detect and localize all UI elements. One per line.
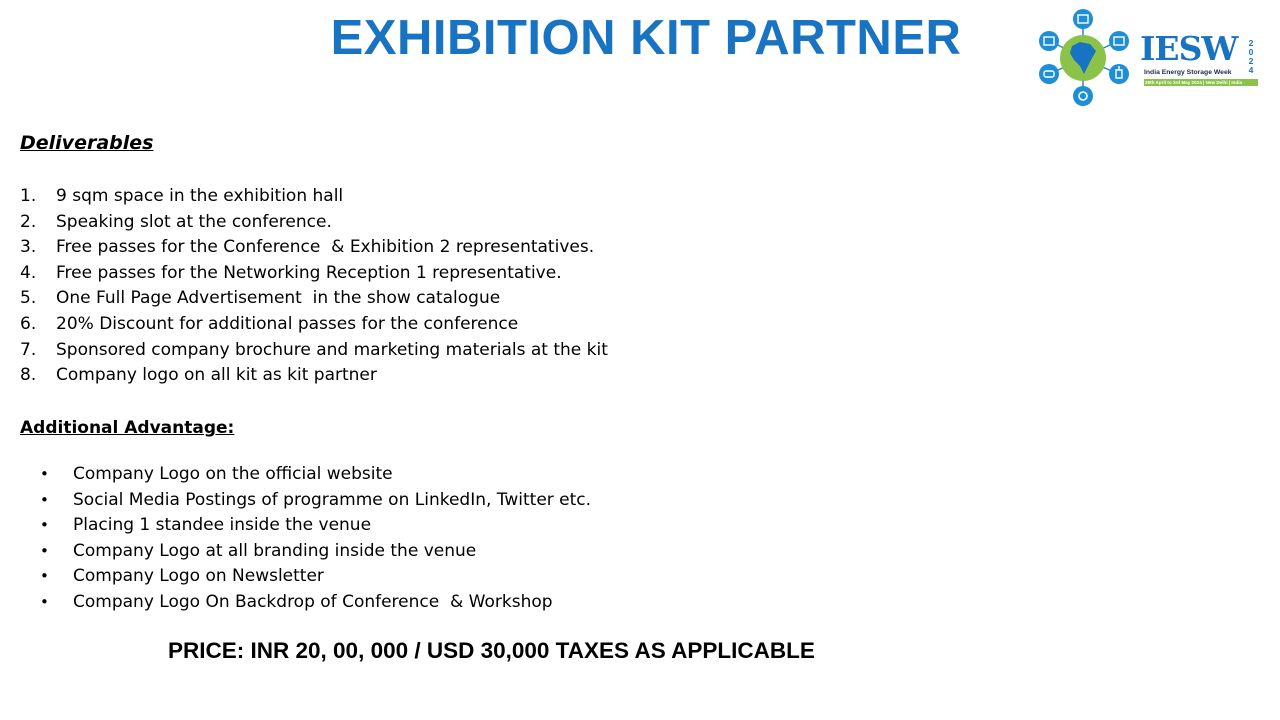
item-number: 6.	[20, 313, 37, 334]
logo-subtitle: India Energy Storage Week	[1144, 69, 1232, 76]
logo-year-digit: 2	[1248, 56, 1254, 66]
advantage-item	[40, 515, 591, 541]
item-number: 1.	[20, 186, 37, 206]
item-number: 7.	[20, 339, 37, 360]
item-text: Social Media Postings of programme on LinkedIn, Twitter etc.	[73, 489, 592, 510]
deliverable-item	[20, 212, 608, 238]
bullet-icon: •	[40, 465, 49, 483]
item-text: Speaking slot at the conference.	[56, 211, 332, 232]
deliverable-item	[20, 186, 608, 212]
advantage-item	[40, 464, 591, 490]
advantage-item	[40, 592, 591, 618]
deliverables-list	[20, 186, 608, 391]
item-text: Company logo on all kit as kit partner	[56, 365, 377, 386]
advantage-item	[40, 566, 591, 592]
deliverable-item	[20, 340, 608, 366]
item-text: Sponsored company brochure and marketing materials at the kit	[56, 339, 608, 360]
item-number: 5.	[20, 288, 37, 309]
item-text: Company Logo on the official website	[73, 464, 393, 484]
additional-advantage-heading: Additional Advantage:	[20, 418, 235, 438]
item-number: 4.	[20, 262, 37, 283]
price-line: PRICE: INR 20, 00, 000 / USD 30,000 TAXES AS APPLICABLE	[168, 638, 815, 663]
logo-year-digit: 4	[1248, 65, 1254, 75]
page-title: EXHIBITION KIT PARTNER	[330, 11, 962, 65]
deliverable-item	[20, 314, 608, 340]
logo-date-line: 28th April to 3rd May 2024 | New Delhi | India	[1144, 79, 1258, 86]
deliverable-item	[20, 237, 608, 263]
logo-wordmark: IESW	[1140, 29, 1238, 68]
deliverable-item	[20, 365, 608, 391]
gear-node-icon	[1073, 86, 1093, 106]
bullet-icon: •	[40, 592, 49, 611]
item-text: Company Logo on Newsletter	[73, 566, 324, 587]
item-text: Company Logo On Backdrop of Conference & Workshop	[73, 591, 553, 612]
iesw-logo	[1034, 6, 1260, 110]
advantages-list	[40, 464, 591, 618]
grid-node-icon	[1109, 31, 1129, 51]
deliverable-item	[20, 263, 608, 289]
item-text: Free passes for the Conference & Exhibition 2 representatives.	[56, 237, 595, 258]
energy-icons-graphic	[1034, 6, 1144, 110]
battery-node-icon	[1073, 9, 1093, 29]
deliverable-item	[20, 288, 608, 314]
item-text: One Full Page Advertisement in the show catalogue	[56, 288, 501, 309]
bullet-icon: •	[40, 516, 49, 535]
advantage-item	[40, 490, 591, 516]
deliverables-heading: Deliverables	[20, 132, 154, 154]
logo-year-digit: 2	[1248, 38, 1254, 48]
item-text: Free passes for the Networking Reception 1 representative.	[56, 262, 562, 283]
bullet-icon: •	[40, 567, 49, 586]
logo-year-digit: 0	[1248, 47, 1254, 57]
vehicle-node-icon	[1039, 64, 1059, 84]
bullet-icon: •	[40, 541, 49, 560]
item-text: Placing 1 standee inside the venue	[73, 515, 372, 536]
item-text: 20% Discount for additional passes for the conference	[56, 313, 519, 334]
item-number: 8.	[20, 365, 37, 386]
item-number: 2.	[20, 211, 37, 232]
bullet-icon: •	[40, 490, 49, 509]
solar-node-icon	[1039, 31, 1059, 51]
item-text: 9 sqm space in the exhibition hall	[56, 186, 344, 206]
item-number: 3.	[20, 237, 37, 258]
item-text: Company Logo at all branding inside the venue	[73, 540, 477, 561]
advantage-item	[40, 541, 591, 567]
